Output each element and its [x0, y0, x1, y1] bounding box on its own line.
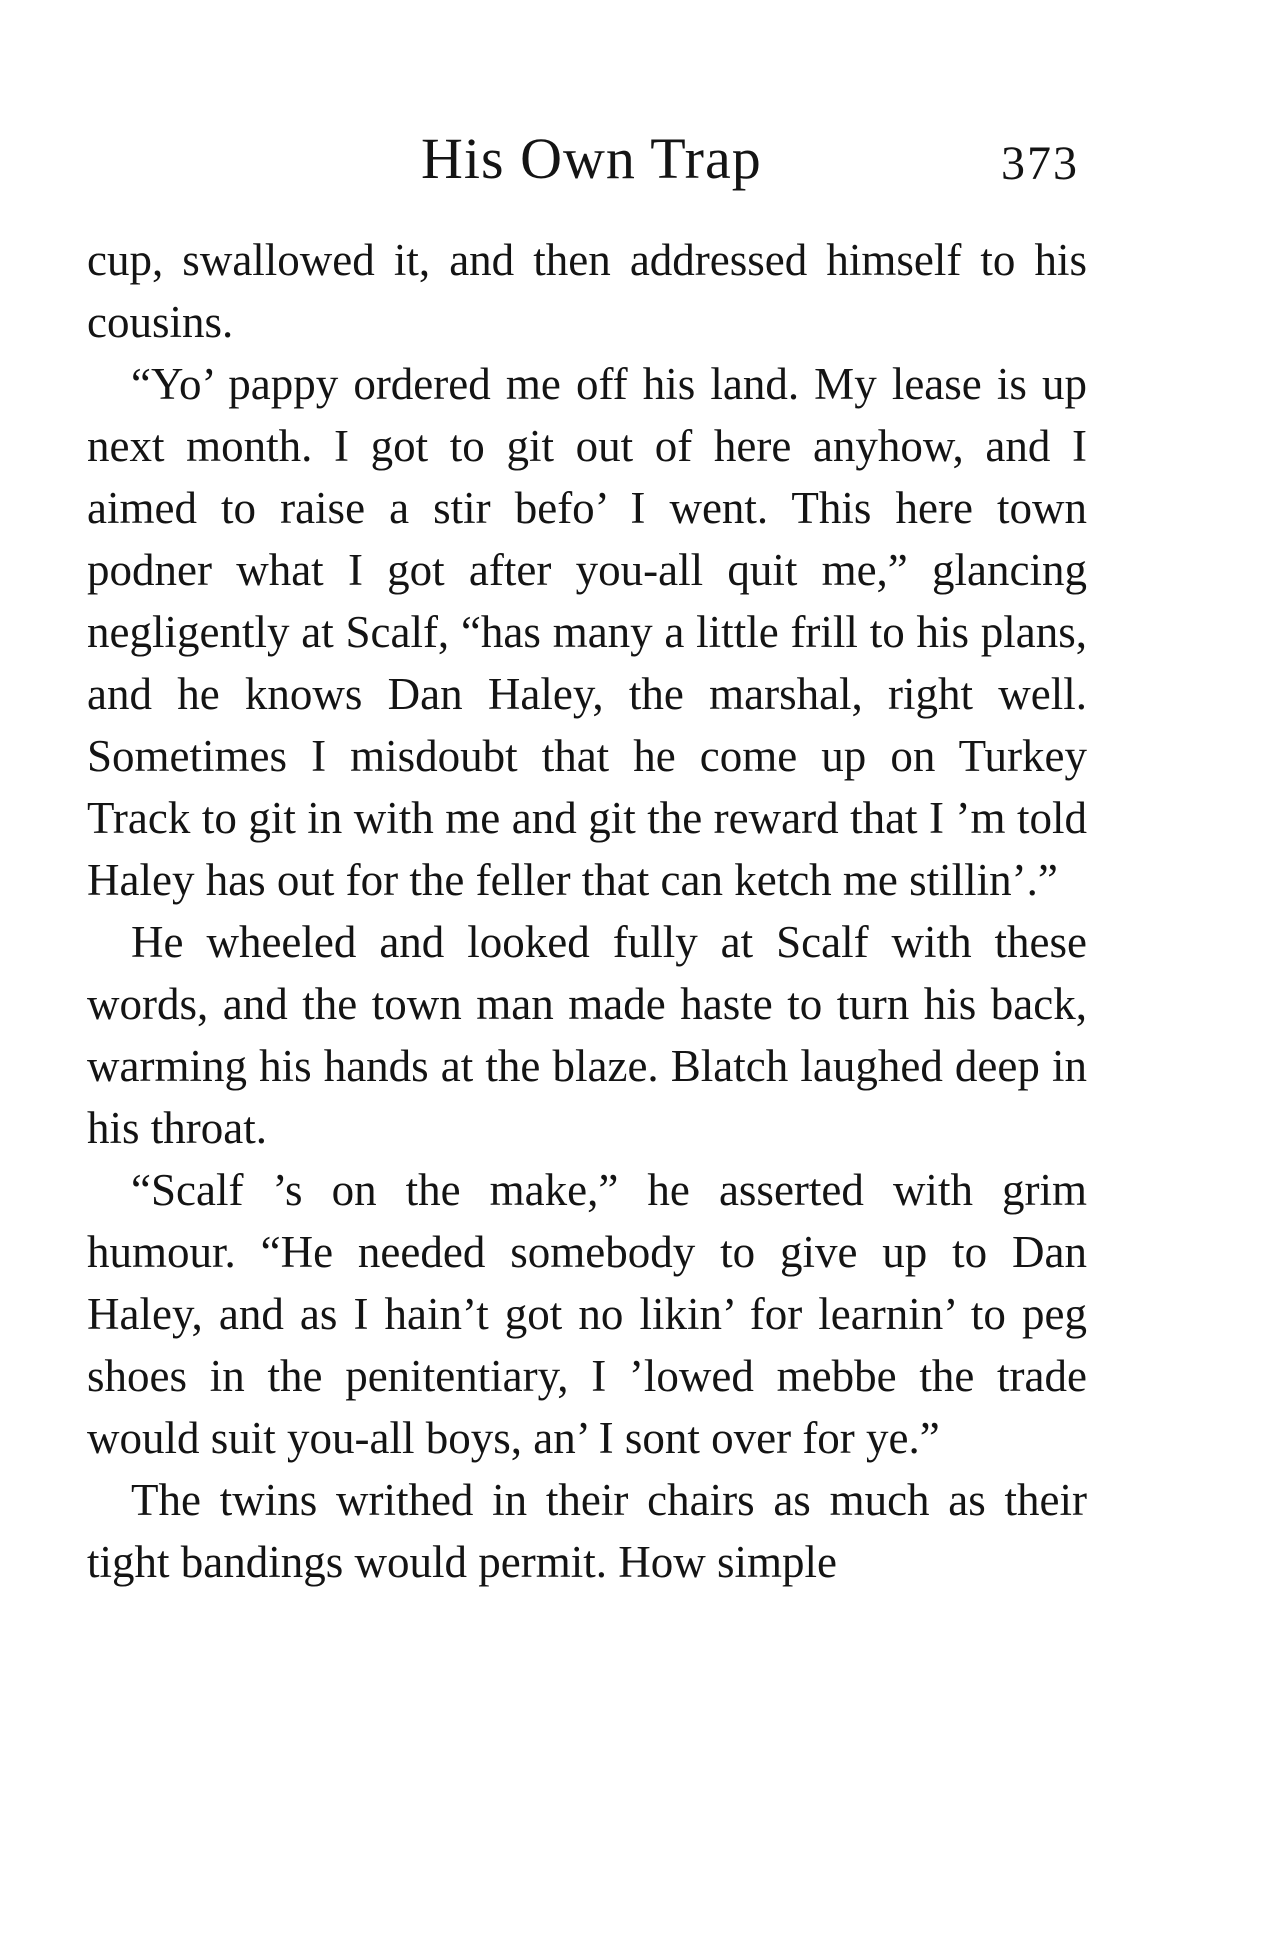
paragraph-1: cup, swallowed it, and then addressed himself to his cousins.: [87, 235, 1087, 347]
paragraph-2: “Yo’ pappy ordered me off his land. My lease is up next month. I got to git out of here anyhow, and I aimed to raise a stir befo’ I went. This here town podner what I got after you-all quit me,” glancing negligently at Scalf, “has many a little frill to his plans, and he knows Dan Haley, the marshal, right well. Sometimes I misdoubt that he come up on Turkey Track to git in with me and git the reward that I ’m told Haley has out for the feller that can ketch me stillin’.”: [87, 359, 1087, 905]
body-text: [87, 229, 1087, 1593]
paragraph-3: He wheeled and looked fully at Scalf with these words, and the town man made haste to turn his back, warming his hands at the blaze. Blatch laughed deep in his throat.: [87, 917, 1087, 1153]
paragraph-4: “Scalf ’s on the make,” he asserted with grim humour. “He needed somebody to give up to Dan Haley, and as I hain’t got no likin’ for learnin’ to peg shoes in the penitentiary, I ’lowed mebbe the trade would suit you-all boys, an’ I sont over for ye.”: [87, 1165, 1087, 1463]
running-head: [0, 124, 1261, 194]
running-title: His Own Trap: [421, 126, 762, 191]
page-number: 373: [1001, 137, 1079, 190]
paragraph-5: The twins writhed in their chairs as much as their tight bandings would permit. How simple: [87, 1475, 1087, 1587]
